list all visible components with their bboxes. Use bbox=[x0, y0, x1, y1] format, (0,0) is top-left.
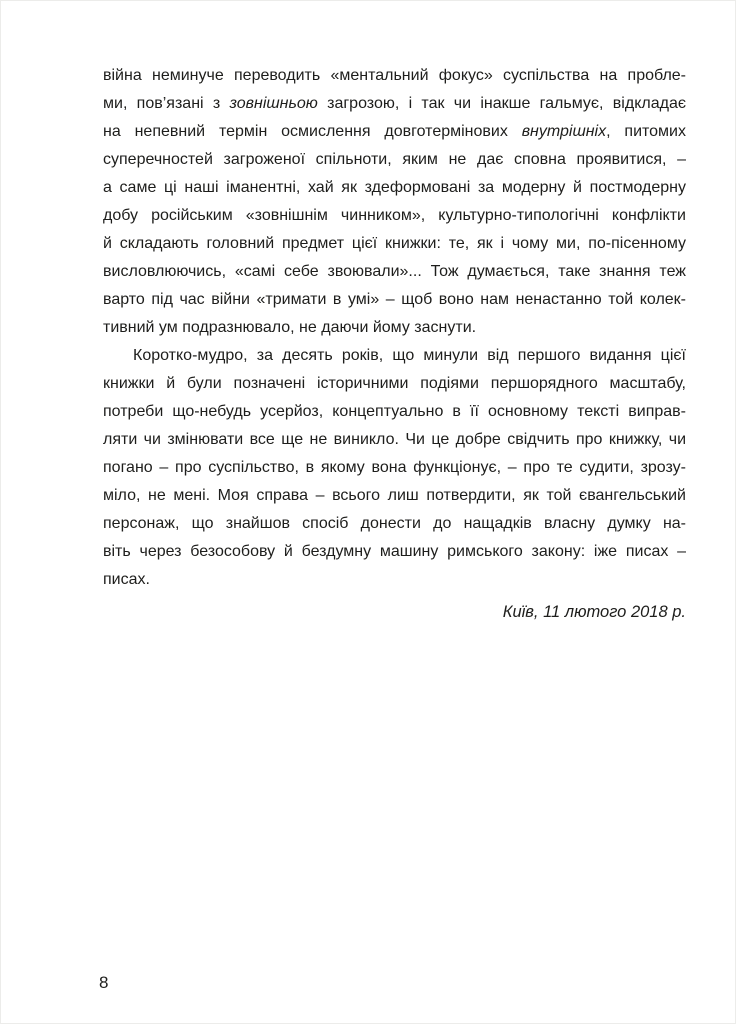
text-segment: книжки й були позначені історичними подіями першорядного масштабу, bbox=[103, 375, 686, 392]
body-text bbox=[103, 62, 686, 594]
text-line bbox=[103, 118, 686, 146]
text-segment: віть через безособову й бездумну машину римського закону: іже писах – bbox=[103, 543, 686, 560]
text-segment: міло, не мені. Моя справа – всього лиш потвердити, як той євангельський bbox=[103, 487, 686, 504]
text-segment: суперечностей загроженої спільноти, яким не дає сповна проявитися, – bbox=[103, 151, 686, 168]
page-number: 8 bbox=[99, 973, 109, 992]
text-line bbox=[103, 258, 686, 286]
text-segment: потреби що-небудь усерйоз, концептуально в її основному тексті виправ- bbox=[103, 403, 686, 420]
text-segment: а саме ці наші іманентні, хай як здеформовані за модерну й постмодерну bbox=[103, 179, 686, 196]
emphasized-text: зовнішньою bbox=[229, 95, 318, 112]
text-segment: висловлюючись, «самі себе звоювали»... Тож думається, таке знання теж bbox=[103, 263, 686, 280]
text-segment: Коротко-мудро, за десять років, що минули від першого видання цієї bbox=[133, 347, 686, 364]
text-line bbox=[103, 426, 686, 454]
text-line bbox=[103, 146, 686, 174]
text-segment: війна неминуче переводить «ментальний фокус» суспільства на пробле- bbox=[103, 67, 686, 84]
text-segment: ляти чи змінювати все ще не виникло. Чи це добре свідчить про книжку, чи bbox=[103, 431, 686, 448]
text-line bbox=[103, 230, 686, 258]
text-line bbox=[103, 62, 686, 90]
text-line bbox=[103, 370, 686, 398]
text-segment: писах. bbox=[103, 571, 150, 588]
text-segment: , питомих bbox=[606, 123, 686, 140]
emphasized-text: внутрішніх bbox=[521, 123, 607, 140]
text-segment: ми, пов’язані з bbox=[103, 95, 230, 112]
text-line bbox=[103, 454, 686, 482]
text-line bbox=[103, 538, 686, 566]
text-line bbox=[103, 90, 686, 118]
paragraph bbox=[103, 62, 686, 342]
text-line bbox=[103, 398, 686, 426]
text-segment: на непевний термін осмислення довготермінових bbox=[103, 123, 522, 140]
text-line bbox=[103, 174, 686, 202]
text-segment: персонаж, що знайшов спосіб донести до нащадків власну думку на- bbox=[103, 515, 686, 532]
text-line bbox=[103, 510, 686, 538]
text-segment: добу російським «зовнішнім чинником», культурно-типологічні конфлікти bbox=[103, 207, 686, 224]
text-segment: варто під час війни «тримати в умі» – щоб воно нам ненастанно той колек- bbox=[103, 291, 686, 308]
text-line bbox=[103, 286, 686, 314]
text-line bbox=[103, 314, 686, 342]
text-line bbox=[103, 566, 686, 594]
text-segment: й складають головний предмет цієї книжки: те, як і чому ми, по-пісенному bbox=[103, 235, 686, 252]
text-line bbox=[103, 342, 686, 370]
text-line bbox=[103, 482, 686, 510]
paragraph bbox=[103, 342, 686, 594]
text-line bbox=[103, 202, 686, 230]
text-segment: погано – про суспільство, в якому вона функціонує, – про те судити, зрозу- bbox=[103, 459, 686, 476]
text-segment: тивний ум подразнювало, не даючи йому заснути. bbox=[103, 319, 477, 336]
text-segment: загрозою, і так чи інакше гальмує, відкладає bbox=[317, 95, 686, 112]
dateline: Київ, 11 лютого 2018 р. bbox=[502, 603, 686, 621]
